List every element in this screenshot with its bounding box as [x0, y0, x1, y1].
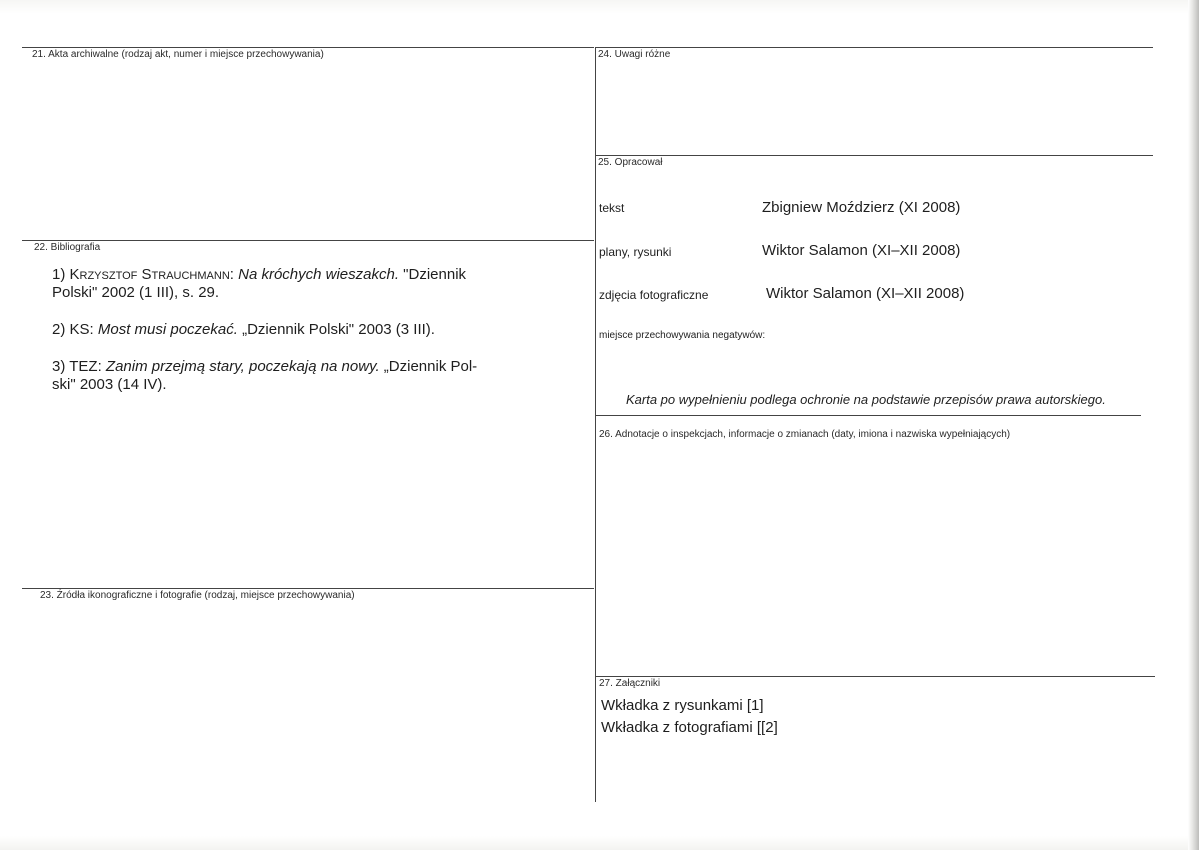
author-row-photos-value: Wiktor Salamon (XI–XII 2008) — [766, 285, 965, 302]
section-24-label: 24. Uwagi różne — [598, 49, 671, 60]
bib-3-title: Zanim przejmą stary, poczekają na nowy. — [105, 358, 380, 375]
rule-section-21 — [22, 47, 594, 48]
scan-edge-shadow — [1188, 0, 1199, 850]
section-22-label: 22. Bibliografia — [34, 242, 101, 253]
bib-2-num: 2) KS: — [52, 321, 94, 338]
attachment-item: Wkładka z rysunkami [1] — [601, 697, 764, 714]
bib-1-rest1: "Dziennik — [399, 266, 467, 283]
bib-2-rest1: „Dziennik Polski" 2003 (3 III). — [237, 321, 435, 338]
rule-section-23 — [22, 588, 594, 589]
section-21-label: 21. Akta archiwalne (rodzaj akt, numer i miejsce przechowywania) — [32, 49, 324, 60]
section-26-label: 26. Adnotacje o inspekcjach, informacje o zmianach (daty, imiona i nazwiska wypełniających) — [599, 429, 1011, 440]
bib-3-num: 3) TEZ: — [52, 358, 102, 375]
copyright-note: Karta po wypełnieniu podlega ochronie na podstawie przepisów prawa autorskiego. — [626, 392, 1106, 407]
bibliography-item-1 — [52, 266, 522, 302]
author-row-photos-label: zdjęcia fotograficzne — [599, 288, 709, 302]
attachment-item: Wkładka z fotografiami [[2] — [601, 719, 778, 736]
bibliography-item-3 — [52, 358, 522, 394]
rule-section-25 — [595, 155, 1153, 156]
author-row-plans-label: plany, rysunki — [599, 245, 672, 259]
bib-1-rest2: Polski" 2002 (1 III), s. 29. — [52, 284, 220, 301]
author-row-plans-value: Wiktor Salamon (XI–XII 2008) — [762, 242, 961, 259]
rule-section-24 — [595, 47, 1153, 48]
section-23-label: 23. Źródła ikonograficzne i fotografie (rodzaj, miejsce przechowywania) — [40, 590, 355, 601]
bib-1-title: Na króchych wieszakch. — [238, 266, 400, 283]
section-25-label: 25. Opracował — [598, 157, 663, 168]
bibliography-item-2 — [52, 321, 522, 339]
bib-1-num: 1) — [52, 266, 66, 283]
rule-section-22 — [22, 240, 594, 241]
bib-1-author: Krzysztof Strauchmann: — [69, 266, 234, 283]
bib-3-rest1: „Dziennik Pol- — [379, 358, 478, 375]
bib-2-title: Most musi poczekać. — [97, 321, 238, 338]
column-divider — [595, 47, 596, 802]
author-row-text-label: tekst — [599, 201, 625, 215]
rule-section-26 — [595, 415, 1141, 416]
rule-section-27 — [595, 676, 1155, 677]
author-row-text-value: Zbigniew Moździerz (XI 2008) — [762, 199, 961, 216]
section-27-label: 27. Załączniki — [599, 678, 661, 689]
bib-3-rest2: ski" 2003 (14 IV). — [52, 376, 167, 393]
negatives-location-label: miejsce przechowywania negatywów: — [599, 330, 766, 341]
